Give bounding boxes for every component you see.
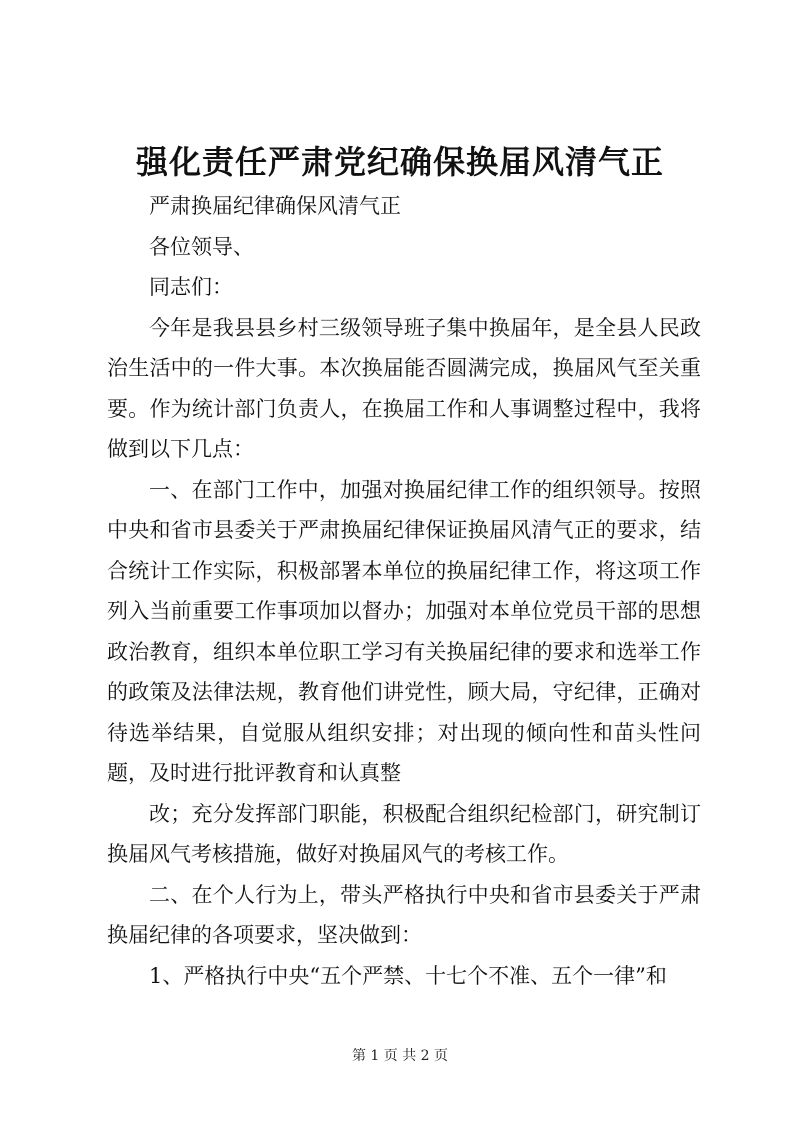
paragraph-intro: 今年是我县县乡村三级领导班子集中换届年，是全县人民政治生活中的一件大事。本次换届能否圆满完成，换届风气至关重要。作为统计部门负责人，在换届工作和人事调整过程中，我将做到以下几点： [107, 315, 701, 461]
paragraph-point-1-cont: 改；充分发挥部门职能，积极配合组织纪检部门，研究制订换届风气考核措施，做好对换届风气的考核工作。 [107, 801, 701, 866]
paragraph-salutation-1: 各位领导、 [149, 234, 254, 259]
paragraph-point-2: 二、在个人行为上，带头严格执行中央和省市县委关于严肃换届纪律的各项要求，坚决做到： [107, 882, 701, 947]
document-title: 强化责任严肃党纪确保换届风清气正 [135, 143, 664, 181]
paragraph-item-1: 1、严格执行中央“五个严禁、十七个不准、五个一律”和 [149, 963, 667, 988]
paragraph-salutation-2: 同志们： [149, 275, 233, 299]
paragraph-point-1: 一、在部门工作中，加强对换届纪律工作的组织领导。按照中央和省市县委关于严肃换届纪律保证换届风清气正的要求，结合统计工作实际，积极部署本单位的换届纪律工作，将这项工作列入当前重要工作事项加以督办；加强对本单位党员干部的思想政治教育，组织本单位职工学习有关换届纪律的要求和选举工作的政策及法律法规，教育他们讲党性，顾大局，守纪律，正确对待选举结果，自觉服从组织安排；对出现的倾向性和苗头性问题，及时进行批评教育和认真整 [107, 477, 701, 785]
document-body [107, 186, 701, 996]
page-footer: 第 1 页 共 2 页 [351, 1048, 449, 1064]
paragraph-subtitle: 严肃换届纪律确保风清气正 [149, 194, 401, 218]
